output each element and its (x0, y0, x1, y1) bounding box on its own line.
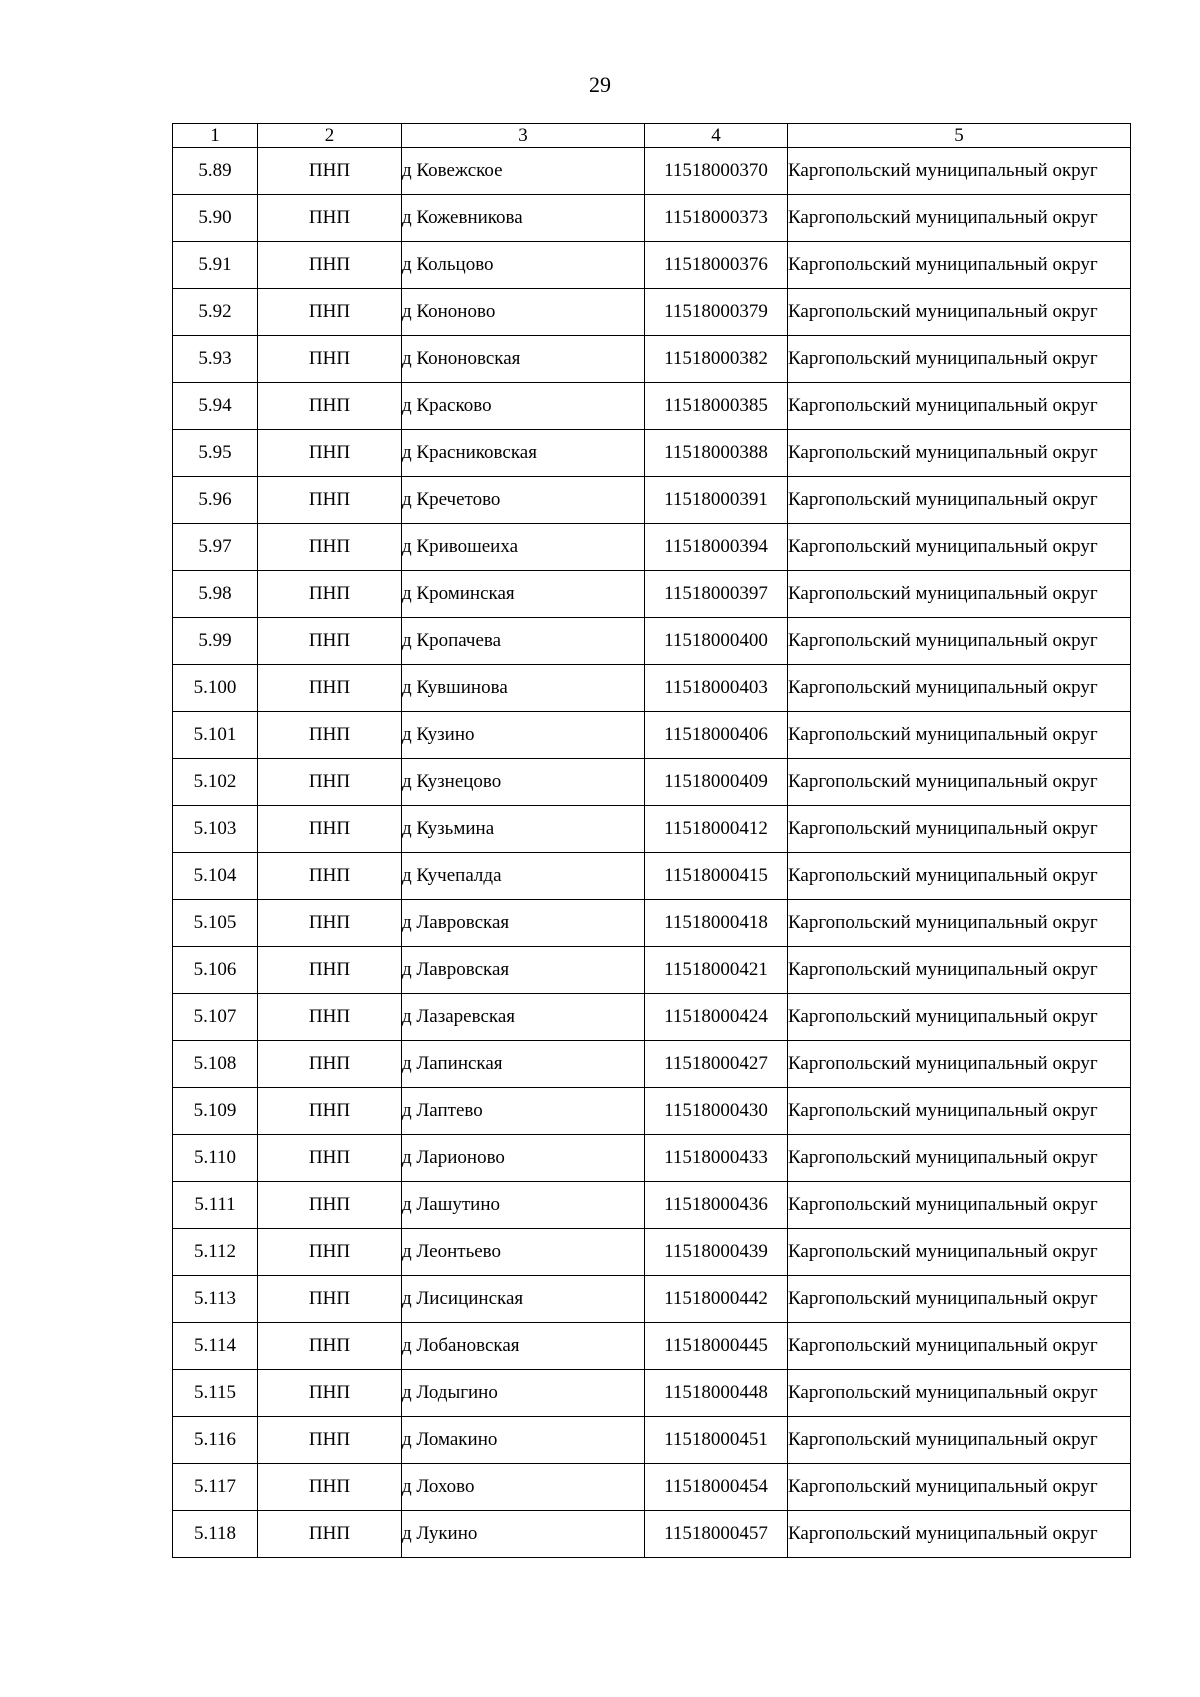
settlement-type-cell: ПНП (258, 1276, 402, 1323)
table-row (173, 148, 1131, 195)
oktmo-code-cell: 11518000409 (645, 759, 788, 806)
district-cell: Каргопольский муниципальный округ (788, 1135, 1131, 1182)
table-row (173, 1511, 1131, 1558)
settlement-type-cell: ПНП (258, 1229, 402, 1276)
settlement-name-cell: д Лапинская (402, 1041, 645, 1088)
settlement-name-cell: д Кречетово (402, 477, 645, 524)
oktmo-code-cell: 11518000430 (645, 1088, 788, 1135)
settlement-type-cell: ПНП (258, 712, 402, 759)
settlement-type-cell: ПНП (258, 947, 402, 994)
row-number-cell: 5.113 (173, 1276, 258, 1323)
oktmo-code-cell: 11518000433 (645, 1135, 788, 1182)
district-cell: Каргопольский муниципальный округ (788, 900, 1131, 947)
oktmo-code-cell: 11518000412 (645, 806, 788, 853)
district-cell: Каргопольский муниципальный округ (788, 665, 1131, 712)
oktmo-code-cell: 11518000391 (645, 477, 788, 524)
district-cell: Каргопольский муниципальный округ (788, 994, 1131, 1041)
district-cell: Каргопольский муниципальный округ (788, 148, 1131, 195)
oktmo-code-cell: 11518000451 (645, 1417, 788, 1464)
oktmo-code-cell: 11518000448 (645, 1370, 788, 1417)
settlement-type-cell: ПНП (258, 1464, 402, 1511)
district-cell: Каргопольский муниципальный округ (788, 336, 1131, 383)
settlement-name-cell: д Кувшинова (402, 665, 645, 712)
table-row (173, 900, 1131, 947)
table-row (173, 1135, 1131, 1182)
settlement-type-cell: ПНП (258, 571, 402, 618)
settlement-name-cell: д Кривошеиха (402, 524, 645, 571)
row-number-cell: 5.103 (173, 806, 258, 853)
settlement-type-cell: ПНП (258, 1417, 402, 1464)
settlement-name-cell: д Лавровская (402, 947, 645, 994)
row-number-cell: 5.91 (173, 242, 258, 289)
settlement-type-cell: ПНП (258, 336, 402, 383)
row-number-cell: 5.92 (173, 289, 258, 336)
district-cell: Каргопольский муниципальный округ (788, 1323, 1131, 1370)
district-cell: Каргопольский муниципальный округ (788, 1417, 1131, 1464)
oktmo-code-cell: 11518000436 (645, 1182, 788, 1229)
table-body (173, 124, 1131, 1558)
table-row (173, 571, 1131, 618)
table-row (173, 806, 1131, 853)
table-row (173, 853, 1131, 900)
row-number-cell: 5.102 (173, 759, 258, 806)
district-cell: Каргопольский муниципальный округ (788, 430, 1131, 477)
settlement-type-cell: ПНП (258, 618, 402, 665)
oktmo-code-cell: 11518000427 (645, 1041, 788, 1088)
settlement-name-cell: д Красково (402, 383, 645, 430)
settlement-type-cell: ПНП (258, 994, 402, 1041)
settlement-type-cell: ПНП (258, 430, 402, 477)
row-number-cell: 5.97 (173, 524, 258, 571)
district-cell: Каргопольский муниципальный округ (788, 806, 1131, 853)
settlement-name-cell: д Кольцово (402, 242, 645, 289)
district-cell: Каргопольский муниципальный округ (788, 195, 1131, 242)
settlement-type-cell: ПНП (258, 1182, 402, 1229)
settlement-type-cell: ПНП (258, 1041, 402, 1088)
settlement-name-cell: д Лохово (402, 1464, 645, 1511)
row-number-cell: 5.116 (173, 1417, 258, 1464)
district-cell: Каргопольский муниципальный округ (788, 1464, 1131, 1511)
settlement-name-cell: д Лазаревская (402, 994, 645, 1041)
district-cell: Каргопольский муниципальный округ (788, 477, 1131, 524)
oktmo-code-cell: 11518000415 (645, 853, 788, 900)
table-row (173, 242, 1131, 289)
row-number-cell: 5.89 (173, 148, 258, 195)
table-row (173, 1323, 1131, 1370)
oktmo-code-cell: 11518000457 (645, 1511, 788, 1558)
row-number-cell: 5.108 (173, 1041, 258, 1088)
settlement-name-cell: д Лодыгино (402, 1370, 645, 1417)
settlement-name-cell: д Лобановская (402, 1323, 645, 1370)
table-row (173, 1041, 1131, 1088)
settlement-type-cell: ПНП (258, 1511, 402, 1558)
table-row (173, 1182, 1131, 1229)
settlement-name-cell: д Кожевникова (402, 195, 645, 242)
district-cell: Каргопольский муниципальный округ (788, 1370, 1131, 1417)
settlement-type-cell: ПНП (258, 806, 402, 853)
settlement-type-cell: ПНП (258, 242, 402, 289)
oktmo-code-cell: 11518000397 (645, 571, 788, 618)
row-number-cell: 5.110 (173, 1135, 258, 1182)
column-header-3: 3 (402, 124, 645, 148)
column-header-5: 5 (788, 124, 1131, 148)
settlement-type-cell: ПНП (258, 477, 402, 524)
oktmo-code-cell: 11518000379 (645, 289, 788, 336)
settlement-name-cell: д Лашутино (402, 1182, 645, 1229)
row-number-cell: 5.114 (173, 1323, 258, 1370)
column-header-4: 4 (645, 124, 788, 148)
settlement-type-cell: ПНП (258, 383, 402, 430)
row-number-cell: 5.115 (173, 1370, 258, 1417)
table-row (173, 289, 1131, 336)
oktmo-code-cell: 11518000418 (645, 900, 788, 947)
district-cell: Каргопольский муниципальный округ (788, 1088, 1131, 1135)
table-row (173, 759, 1131, 806)
settlement-type-cell: ПНП (258, 195, 402, 242)
settlement-type-cell: ПНП (258, 1370, 402, 1417)
district-cell: Каргопольский муниципальный округ (788, 1041, 1131, 1088)
district-cell: Каргопольский муниципальный округ (788, 524, 1131, 571)
row-number-cell: 5.100 (173, 665, 258, 712)
settlement-name-cell: д Кузино (402, 712, 645, 759)
settlement-name-cell: д Лисицинская (402, 1276, 645, 1323)
oktmo-code-cell: 11518000400 (645, 618, 788, 665)
oktmo-code-cell: 11518000454 (645, 1464, 788, 1511)
row-number-cell: 5.106 (173, 947, 258, 994)
oktmo-code-cell: 11518000445 (645, 1323, 788, 1370)
column-header-1: 1 (173, 124, 258, 148)
district-cell: Каргопольский муниципальный округ (788, 1182, 1131, 1229)
settlement-name-cell: д Кононово (402, 289, 645, 336)
oktmo-code-cell: 11518000376 (645, 242, 788, 289)
district-cell: Каргопольский муниципальный округ (788, 1276, 1131, 1323)
district-cell: Каргопольский муниципальный округ (788, 618, 1131, 665)
table-row (173, 618, 1131, 665)
oktmo-code-cell: 11518000439 (645, 1229, 788, 1276)
row-number-cell: 5.117 (173, 1464, 258, 1511)
settlement-name-cell: д Лаптево (402, 1088, 645, 1135)
oktmo-code-cell: 11518000421 (645, 947, 788, 994)
settlement-name-cell: д Кроминская (402, 571, 645, 618)
oktmo-code-cell: 11518000373 (645, 195, 788, 242)
district-cell: Каргопольский муниципальный округ (788, 759, 1131, 806)
row-number-cell: 5.90 (173, 195, 258, 242)
settlements-table (172, 123, 1131, 1558)
table-row (173, 524, 1131, 571)
row-number-cell: 5.98 (173, 571, 258, 618)
settlement-type-cell: ПНП (258, 759, 402, 806)
table-row (173, 1088, 1131, 1135)
table-row (173, 336, 1131, 383)
district-cell: Каргопольский муниципальный округ (788, 1229, 1131, 1276)
settlement-name-cell: д Кузнецово (402, 759, 645, 806)
row-number-cell: 5.109 (173, 1088, 258, 1135)
settlement-name-cell: д Кузьмина (402, 806, 645, 853)
district-cell: Каргопольский муниципальный округ (788, 289, 1131, 336)
settlement-type-cell: ПНП (258, 1088, 402, 1135)
settlement-name-cell: д Кучепалда (402, 853, 645, 900)
settlement-name-cell: д Ларионово (402, 1135, 645, 1182)
table-row (173, 477, 1131, 524)
table-row (173, 1417, 1131, 1464)
settlement-name-cell: д Ковежское (402, 148, 645, 195)
oktmo-code-cell: 11518000385 (645, 383, 788, 430)
table-row (173, 665, 1131, 712)
settlement-type-cell: ПНП (258, 148, 402, 195)
oktmo-code-cell: 11518000388 (645, 430, 788, 477)
row-number-cell: 5.96 (173, 477, 258, 524)
oktmo-code-cell: 11518000424 (645, 994, 788, 1041)
row-number-cell: 5.112 (173, 1229, 258, 1276)
settlement-type-cell: ПНП (258, 853, 402, 900)
district-cell: Каргопольский муниципальный округ (788, 242, 1131, 289)
table-row (173, 383, 1131, 430)
row-number-cell: 5.105 (173, 900, 258, 947)
settlement-type-cell: ПНП (258, 289, 402, 336)
table-row (173, 712, 1131, 759)
column-number-row (173, 124, 1131, 148)
table-row (173, 994, 1131, 1041)
settlement-type-cell: ПНП (258, 524, 402, 571)
settlement-name-cell: д Лукино (402, 1511, 645, 1558)
settlement-type-cell: ПНП (258, 665, 402, 712)
row-number-cell: 5.95 (173, 430, 258, 477)
settlement-type-cell: ПНП (258, 1323, 402, 1370)
district-cell: Каргопольский муниципальный округ (788, 712, 1131, 759)
district-cell: Каргопольский муниципальный округ (788, 383, 1131, 430)
settlement-name-cell: д Лавровская (402, 900, 645, 947)
district-cell: Каргопольский муниципальный округ (788, 571, 1131, 618)
table-row (173, 195, 1131, 242)
district-cell: Каргопольский муниципальный округ (788, 947, 1131, 994)
page-number: 29 (589, 72, 611, 97)
settlement-name-cell: д Леонтьево (402, 1229, 645, 1276)
row-number-cell: 5.111 (173, 1182, 258, 1229)
row-number-cell: 5.101 (173, 712, 258, 759)
oktmo-code-cell: 11518000442 (645, 1276, 788, 1323)
settlement-name-cell: д Кропачева (402, 618, 645, 665)
oktmo-code-cell: 11518000406 (645, 712, 788, 759)
row-number-cell: 5.104 (173, 853, 258, 900)
oktmo-code-cell: 11518000403 (645, 665, 788, 712)
row-number-cell: 5.118 (173, 1511, 258, 1558)
row-number-cell: 5.107 (173, 994, 258, 1041)
table-row (173, 1464, 1131, 1511)
row-number-cell: 5.99 (173, 618, 258, 665)
table-row (173, 1229, 1131, 1276)
oktmo-code-cell: 11518000370 (645, 148, 788, 195)
settlement-name-cell: д Красниковская (402, 430, 645, 477)
table-row (173, 1276, 1131, 1323)
row-number-cell: 5.94 (173, 383, 258, 430)
oktmo-code-cell: 11518000382 (645, 336, 788, 383)
oktmo-code-cell: 11518000394 (645, 524, 788, 571)
district-cell: Каргопольский муниципальный округ (788, 1511, 1131, 1558)
settlement-name-cell: д Кононовская (402, 336, 645, 383)
table-row (173, 430, 1131, 477)
row-number-cell: 5.93 (173, 336, 258, 383)
table-row (173, 1370, 1131, 1417)
settlement-type-cell: ПНП (258, 900, 402, 947)
settlement-type-cell: ПНП (258, 1135, 402, 1182)
district-cell: Каргопольский муниципальный округ (788, 853, 1131, 900)
table-row (173, 947, 1131, 994)
column-header-2: 2 (258, 124, 402, 148)
settlement-name-cell: д Ломакино (402, 1417, 645, 1464)
